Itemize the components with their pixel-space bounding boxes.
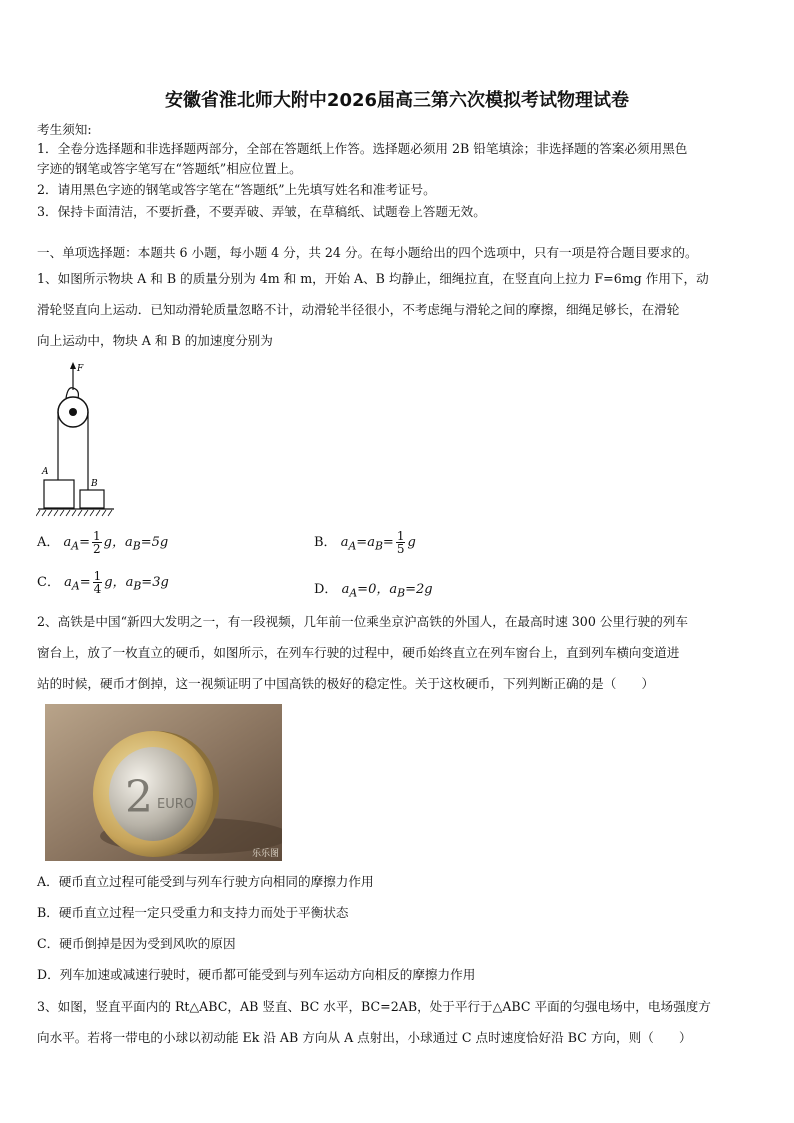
coin-photo	[45, 704, 282, 861]
question-3-text: 向水平。若将一带电的小球以初动能 Ek 沿 AB 方向从 A 点射出，小球通过 C 点时速度恰好沿 BC 方向，则（ ）	[37, 1030, 692, 1045]
question-2-text: 窗台上，放了一枚直立的硬币，如图所示，在列车行驶的过程中，硬币始终直立在列车窗台上，直到列车横向变道进	[37, 645, 680, 660]
notice-item: 2．请用黑色字迹的钢笔或答字笔在“答题纸”上先填写姓名和准考证号。	[37, 182, 436, 197]
option-c: C． $a_A=$ $\frac{1}{4}$ g，$a_B=3g$	[37, 569, 169, 596]
question-2-option: B．硬币直立过程一定只受重力和支持力而处于平衡状态	[37, 905, 349, 920]
option-b: B． $a_A=a_B=$ $\frac{1}{5}$ g	[314, 529, 416, 556]
coin-text: EURO	[157, 797, 194, 812]
question-2-option: C．硬币倒掉是因为受到风吹的原因	[37, 936, 236, 951]
section-heading: 一、单项选择题：本题共 6 小题，每小题 4 分，共 24 分。在每小题给出的四个选项中，只有一项是符合题目要求的。	[37, 245, 698, 260]
coin-digit: 2	[125, 772, 153, 823]
notice-item: 1．全卷分选择题和非选择题两部分，全部在答题纸上作答。选择题必须用 2B 铅笔填涂；非选择题的答案必须用黑色	[37, 141, 688, 156]
notice-heading: 考生须知:	[37, 122, 92, 137]
question-1-text: 1、如图所示物块 A 和 B 的质量分别为 4m 和 m，开始 A、B 均静止，细绳拉直，在竖直向上拉力 F=6mg 作用下，动	[37, 271, 709, 286]
pulley-diagram	[36, 362, 120, 522]
block-b-label: B	[91, 479, 98, 489]
question-2-option: A．硬币直立过程可能受到与列车行驶方向相同的摩擦力作用	[37, 874, 374, 889]
page-title: 安徽省淮北师大附中2026届高三第六次模拟考试物理试卷	[164, 90, 630, 111]
question-2-option: D．列车加速或减速行驶时，硬币都可能受到与列车运动方向相反的摩擦力作用	[37, 967, 476, 982]
question-1-text: 滑轮竖直向上运动．已知动滑轮质量忽略不计，动滑轮半径很小，不考虑绳与滑轮之间的摩擦，细绳足够长，在滑轮	[37, 302, 680, 317]
question-2-text: 2、高铁是中国“新四大发明之一，有一段视频，几年前一位乘坐京沪高铁的外国人，在最高时速 300 公里行驶的列车	[37, 614, 688, 629]
question-2-text: 站的时候，硬币才倒掉，这一视频证明了中国高铁的极好的稳定性。关于这枚硬币，下列判断正确的是（ ）	[37, 676, 655, 691]
option-a: A． $a_A=$ $\frac{1}{2}$ g，$a_B=5g$	[37, 529, 169, 556]
notice-item: 3．保持卡面清洁，不要折叠，不要弄破、弄皱，在草稿纸、试题卷上答题无效。	[37, 204, 486, 219]
force-label: F	[77, 364, 84, 374]
notice-item: 字迹的钢笔或答字笔写在“答题纸”相应位置上。	[37, 161, 302, 176]
question-1-text: 向上运动中，物块 A 和 B 的加速度分别为	[37, 333, 273, 348]
question-3-text: 3、如图，竖直平面内的 Rt△ABC，AB 竖直、BC 水平，BC=2AB，处于平行于△ABC 平面的匀强电场中，电场强度方	[37, 999, 711, 1014]
option-d: D． $a_A=0$，$a_B=2g$	[314, 582, 433, 600]
photo-watermark: 乐乐图	[252, 849, 280, 859]
block-a-label: A	[42, 467, 49, 477]
